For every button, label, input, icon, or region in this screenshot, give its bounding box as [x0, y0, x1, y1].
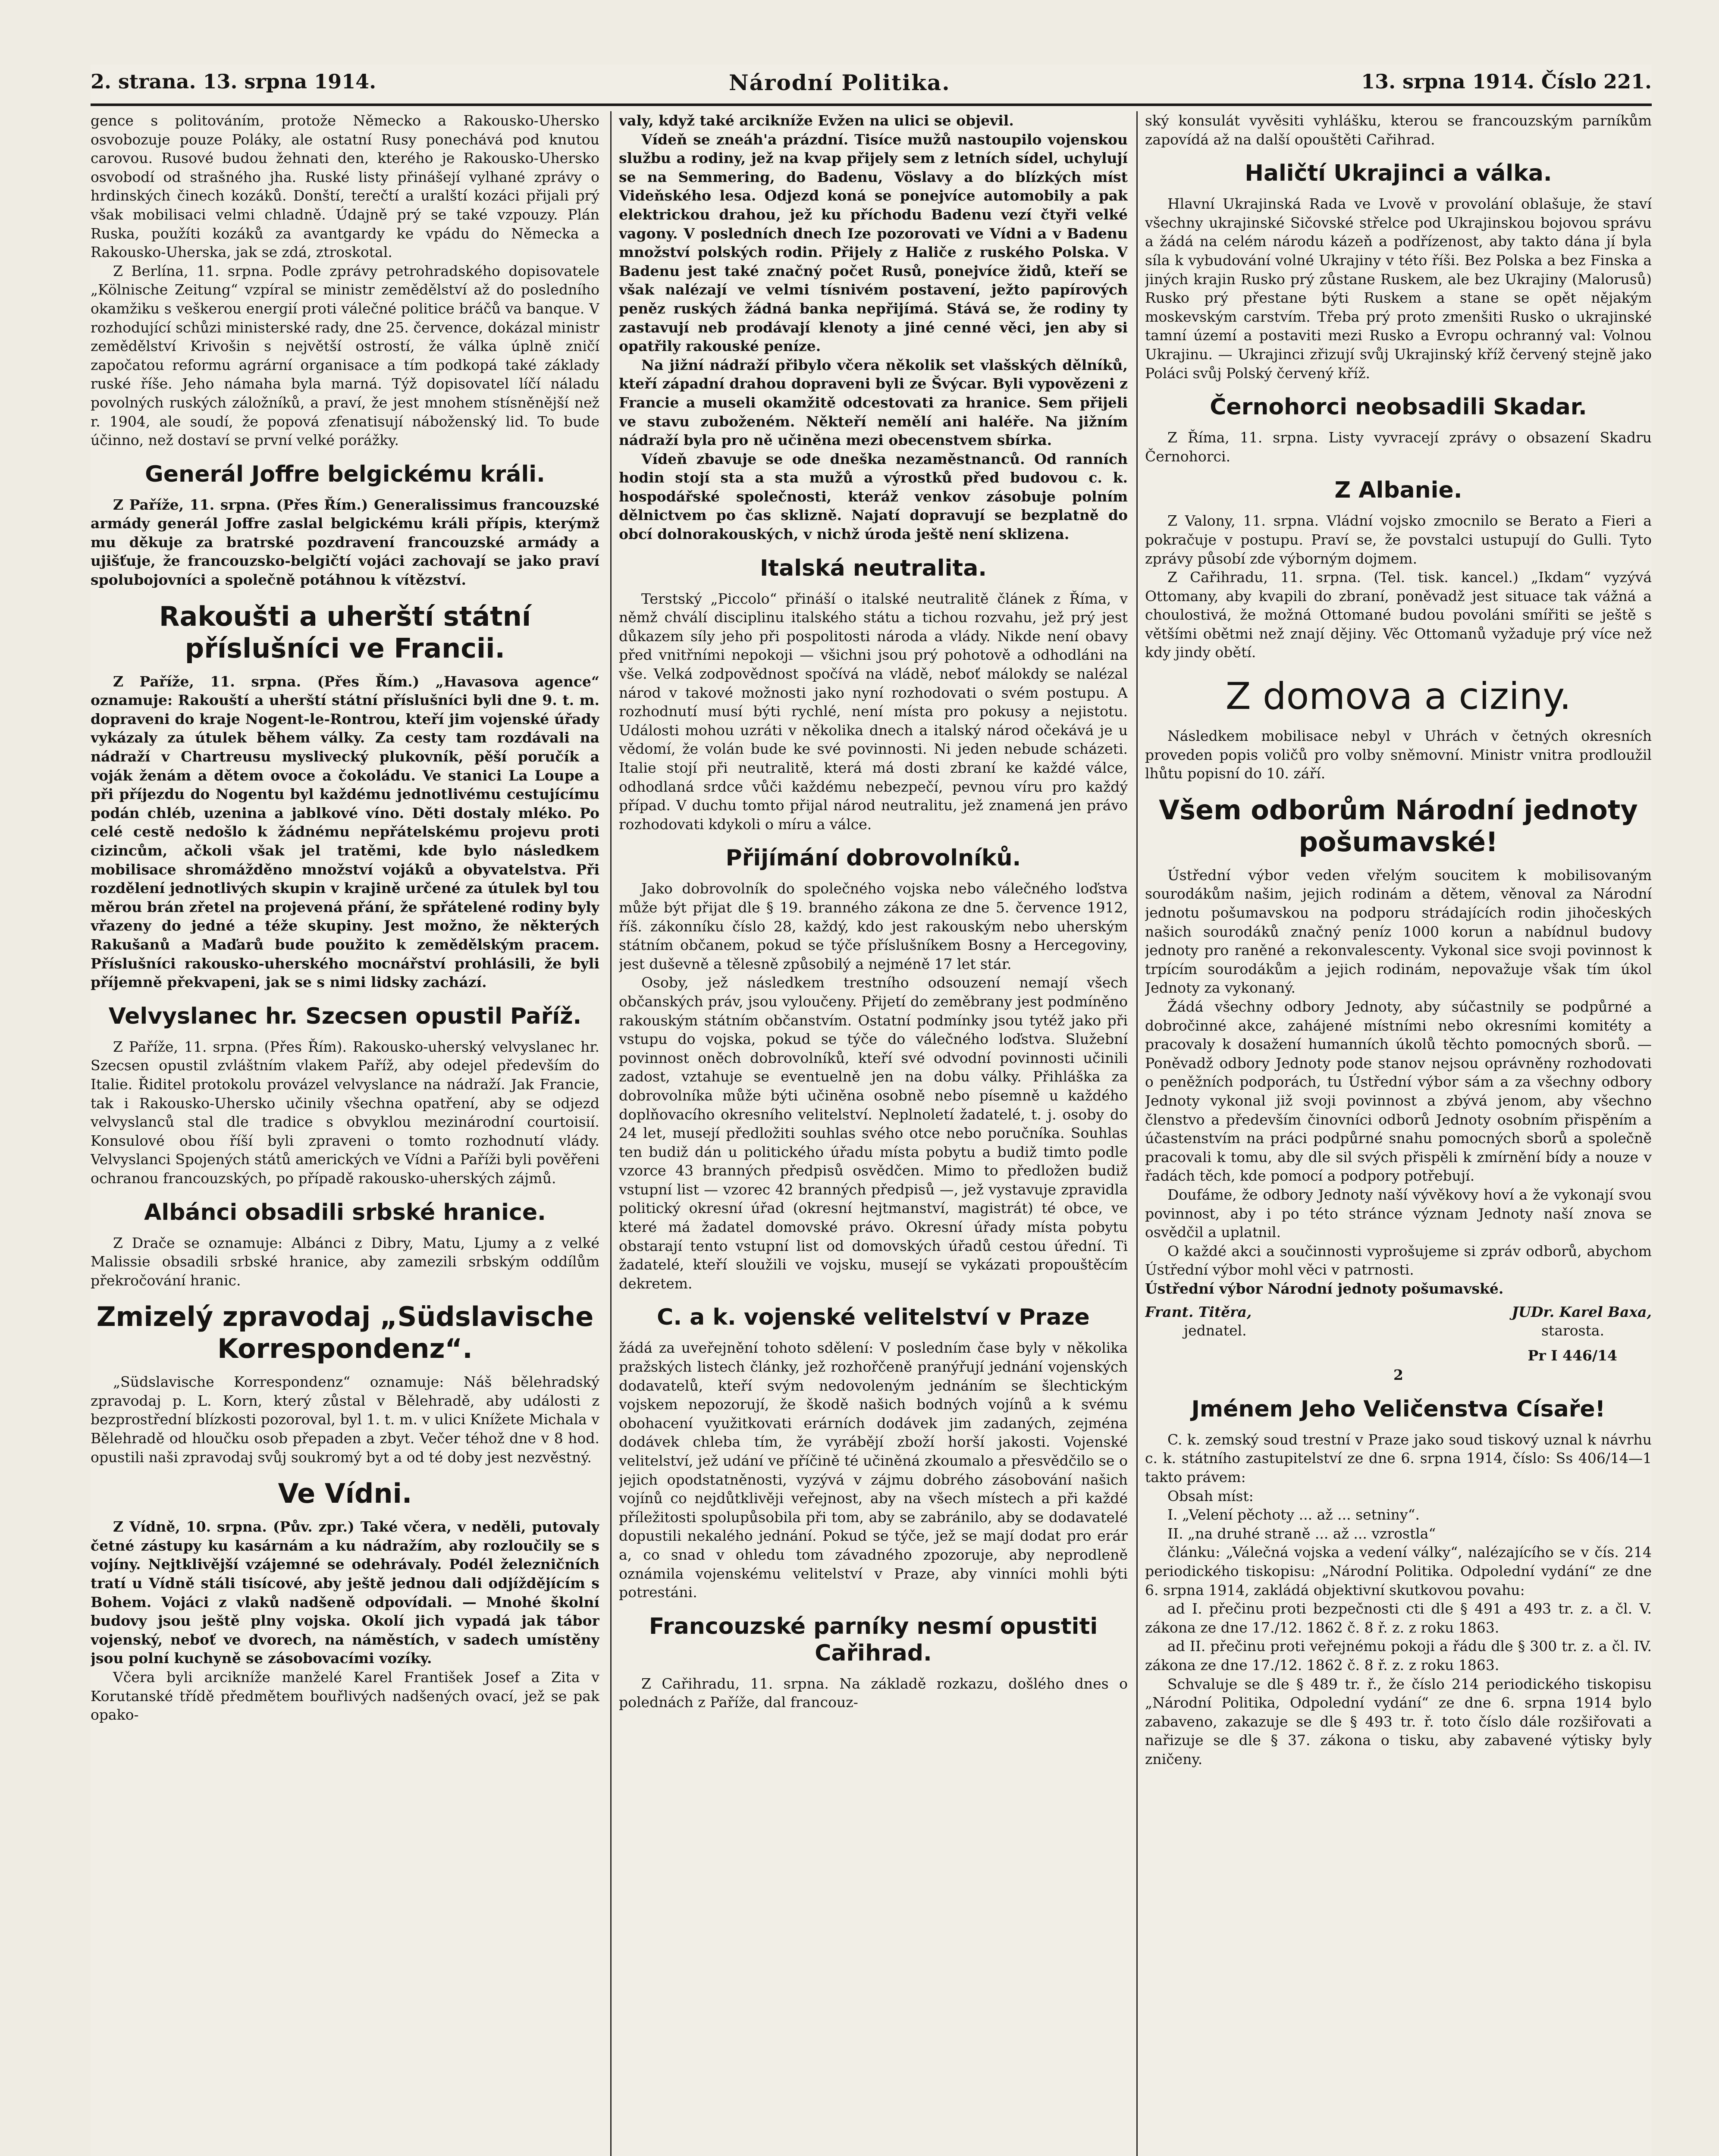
article-paragraph: Z Paříže, 11. srpna. (Přes Řím.) „Havasova agence“ oznamuje: Rakouští a uherští státní příslušníci byli dne 9. t. m. dopraveni do kraje Nogent-le-Rontrou, kteří jim vojenské úřady vykázaly za útulek během války. Za cesty tam rozdávali na nádraží v Chartreusu myslivecký plukovník, pěší poručík a voják ženám a dětem ovoce a čokoládu. Ve stanici La Loupe a při příjezdu do Nogentu byl každému jednotlivému cestujícímu podán chléb, uzenina a jablkové víno. Děti dostaly mléko. Po celé cestě nedošlo k žádnému nepřátelskému projevu proti cizincům, ačkoli však jel tratěmi, kde bylo následkem mobilisace shromážděno množství vojáků a obyvatelstva. Při rozdělení jednotlivých skupin v krajině určené za útulek byl tou měrou brán zřetel na projevená přání, že spřátelené rodiny byly vřazeny do jedné a téže skupiny. Jest možno, že některých Rakušanů a Maďarů bude použito k zemědělským pracem. Příslušníci rakousko-uherského mocnářství prohlásili, že byli příjemně překvapeni, jak se s nimi lidsky zachází. [91, 673, 599, 991]
article-paragraph: Z Valony, 11. srpna. Vládní vojsko zmocnilo se Berato a Fieri a pokračuje v postupu. Praví se, že povstalci ustupují do Gulli. Tyto zprávy působí zde výborným dojmem. [1145, 512, 1652, 567]
page-date-left: 2. strana. 13. srpna 1914. [91, 70, 376, 93]
list-item: II. „na druhé straně ... až ... vzrostla“ [1167, 1525, 1436, 1542]
article-paragraph: Následkem mobilisace nebyl v Uhrách v četných okresních proveden popis voličů pro volby sněmovní. Ministr vnitra prodloužil lhůtu popisní do 10. září. [1145, 727, 1652, 782]
list-item: I. „Velení pěchoty ... až ... setniny“. [1167, 1506, 1420, 1523]
article-paragraph: Z Cařihradu, 11. srpna. (Tel. tisk. kancel.) „Ikdam“ vyzývá Ottomany, aby kvapili do zbraní, poněvadž jest situace tak vážná a choulostivá, že možná Ottomané budou povoláni smířiti se ještě s většími obětmi než znají dějiny. Věc Ottomanů vyžaduje prý více než kdy jindy obětí. [1145, 569, 1652, 661]
signature-roles [1145, 1321, 1652, 1340]
signature-names [1145, 1303, 1652, 1322]
signature-right-name: JUDr. Karel Baxa, [1512, 1303, 1652, 1320]
column-2 [619, 111, 1128, 2156]
column-3 [1145, 111, 1652, 2156]
article-paragraph: O každé akci a součinnosti vyprošujeme si zpráv odborů, abychom Ústřední výbor mohl věci v patrnosti. [1145, 1242, 1652, 1279]
article-paragraph: C. k. zemský soud trestní v Praze jako soud tiskový uznal k návrhu c. k. státního zastupitelství ze dne 6. srpna 1914, číslo: Ss 406/14—1 takto právem: [1145, 1431, 1652, 1486]
headline-cernohorci: Černohorci neobsadili Skadar. [1210, 394, 1587, 420]
article-paragraph: Z Drače se oznamuje: Albánci z Dibry, Matu, Ljumy a z velké Malissie obsadili srbské hranice, aby zamezili srbským oddílům překročování hranic. [91, 1234, 599, 1289]
headline-joffre: Generál Joffre belgickému králi. [145, 461, 545, 487]
article-paragraph: „Südslavische Korrespondenz“ oznamuje: Náš bělehradský zpravodaj p. L. Korn, který zůstal v Bělehradě, aby události z bezprostřední blízkosti pozoroval, byl 1. t. m. v ulici Knížete Michala v Bělehradě od hloučku osob přepaden a zbyt. Večer téhož dne v 8 hod. opustili naši zpravodaj svůj soukromý byt a od té doby jest nezvěstný. [91, 1373, 599, 1466]
headline-narodni-jednota: Všem odborům Národní jednoty pošumavské! [1159, 794, 1638, 858]
article-paragraph: Jako dobrovolník do společného vojska nebo válečného loďstva může být přijat dle § 19. branného zákona ze dne 5. července 1912, říš. zákonníku číslo 28, každý, kdo jest rakouským nebo uherským státním občanem, pokud se týče příslušníkem Bosny a Hercegoviny, jest duševně a tělesně způsobilý a nejméně 17 let stár. [619, 880, 1128, 972]
article-paragraph: Osoby, jež následkem trestního odsouzení nemají všech občanských práv, jsou vyloučeny. Přijetí do zeměbrany jest podmíněno rakouským státním občanstvím. Ostatní podmínky jsou tytéž jako při vstupu do vojska, pokud se týče do válečného loďstva. Služební povinnost oněch dobrovolníků, kteří své odvodní povinnosti učinili zadost, vztahuje se eventuelně jen na dobu války. Přihláška za dobrovolníka může býti učiněna osobně nebo písemně u každého doplňovacího okresního velitelství. Neplnoletí žadatelé, t. j. osoby do 24 let, musejí předložiti souhlas svého otce nebo poručníka. Souhlas ten budiž dán u politického úřadu místa pobytu a budiž timto podle vzorce 43 branných předpisů osvědčen. Mimo to předložen budiž vstupní list — vzorec 42 branných předpisů —, jež vystavuje zpravidla politický okresní úřad (okresní hejtmanství, magistrát) té obce, ve které má žadatel domovské právo. Okresní úřady místa pobytu obstarají tento vstupní list od domovských úřadů cestou úřední. Ti žadatelé, kteří sloužili ve vojsku, musejí se vykázati propouštěcím dekretem. [619, 974, 1128, 1292]
column-1 [91, 111, 599, 2156]
article-paragraph: Ústřední výbor veden vřelým soucitem k mobilisovaným sourodákům našim, jejich rodinám a dětem, věnoval za Národní jednotu pošumavskou na podporu strádajících rodin jihočeských našich sourodáků značný peníz 1000 korun a nabídnul budovy jednoty pro raněné a rekonvalescenty. Vykonal sice svoji povinnost k trpícím sourodákům a jejich rodinám, nepovažuje však tím úkol Jednoty za vykonaný. [1145, 866, 1652, 997]
article-paragraph: ad I. přečinu proti bezpečnosti cti dle § 491 a 493 tr. z. a čl. V. zákona ze dne 17./12. 1862 č. 8 ř. z. z roku 1863. [1145, 1600, 1652, 1636]
masthead [91, 70, 1652, 100]
headline-albanie: Z Albanie. [1334, 477, 1462, 504]
article-paragraph: Obsah míst: [1167, 1487, 1254, 1504]
article-paragraph: Z Vídně, 10. srpna. (Pův. zpr.) Také včera, v neděli, putovaly četné zástupy ku kasárnám a ku nádražím, aby rozloučily se s vojíny. Nejtklivější vzájemné se odehrávaly. Podél železničních tratí u Vídně stáli tisícové, aby ještě jednou dali odjíždějícím s Bohem. Vojáci z vlaků nadšeně odpovídali. — Mnohé školní budovy jsou ještě plny vojska. Okolí jich vypadá jak tábor vojenský, neboť ve dvorech, na náměstích, v sadech umístěny jsou polní kuchyně se zásobovacími vozíky. [91, 1518, 599, 1667]
headline-ukrajinci: Haličtí Ukrajinci a válka. [1245, 160, 1552, 187]
court-reference: Pr I 446/14 [1528, 1347, 1617, 1364]
headline-jmenem: Jménem Jeho Veličenstva Císaře! [1191, 1396, 1606, 1422]
article-paragraph: valy, když také arcikníže Evžen na ulici se objevil. [619, 112, 1014, 129]
article-paragraph: ad II. přečinu proti veřejnému pokoji a řádu dle § 300 tr. z. a čl. IV. zákona ze dne 17./12. 1862 č. 8 ř. z. z roku 1863. [1145, 1638, 1652, 1673]
newspaper-title: Národní Politika. [729, 70, 950, 95]
article-paragraph: Schvaluje se dle § 489 tr. ř., že číslo 214 periodického tiskopisu „Národní Politika, Odpolední vydání“ ze dne 6. srpna 1914 bylo zabaveno, zakazuje se dle § 493 tr. ř. toto číslo dále rozšiřovati a nařizuje se dle § 37. zákona o tisku, aby zabavené výtisky byly zničeny. [1145, 1675, 1652, 1767]
article-paragraph: Hlavní Ukrajinská Rada ve Lvově v provolání oblašuje, že staví všechny ukrajinské Sičovské střelce pod Ukrajinskou bojovou správu a žádá na celém národu kázeň a podřízenost, aby takto dána jí byla síla k vybudování volné Ukrajiny v této říši. Bez Polska a bez Finska a jiných krajin Rusko prý zůstane Ruskem, ale bez Ukrajiny (Malorusů) Rusko prý přestane býti Ruskem a stane se opět nějakým moskevským carstvím. Třeba prý proto zmenšiti Rusko o ukrajinské tamní území a postaviti mezi Rusko a Evropu ochranný val: Volnou Ukrajinu. — Ukrajinci zřizují svůj Ukrajinský kříž červený stejně jako Poláci svůj Polský červený kříž. [1145, 195, 1652, 382]
article-paragraph: Z Říma, 11. srpna. Listy vyvracejí zprávy o obsazení Skadru Černohorci. [1145, 429, 1652, 465]
article-paragraph: gence s politováním, protože Německo a Rakousko-Uhersko osvobozuje pouze Poláky, ale ostatní Rusy ponechává pod knutou carovou. Rusové budou žehnati den, kterého je Rakousko-Uhersko osvobodí od strašného jha. Ruské listy přinášejí vylhané zprávy o hrdinských činech kozáků. Donští, terečtí a uralští kozáci přijali prý však mobilisaci velmi chladně. Údajně prý se také vzpouzy. Plán Ruska, použíti kozáků za avantgardy ke vpádu do Německa a Rakousko-Uherska, jak se zdá, ztroskotal. [91, 112, 599, 261]
court-reference-sub: 2 [1393, 1366, 1403, 1384]
signature-left-role: jednatel. [1184, 1322, 1247, 1339]
article-paragraph: žádá za uveřejnění tohoto sdělení: V posledním čase byly v několika pražských listech články, jež rozhořčeně pranýřují jednání vojenských dodavatelů, kteří svým nedovoleným jednáním se šlechtickým vojskem nepozorují, že škodě našich bodných vojínů a k svému obohacení využitkovati erárních dodávek jim zadaných, zejména dodávek chleba tím, že vyrábějí zboží horší jakosti. Vojenské velitelství, jež udání ve příčině té učiněná zkoumalo a přesvědčilo se o jejich opodstatněnosti, vyzývá v zájmu dobrého zásobování našich vojínů co nejdůtklivěji veřejnost, aby na všech místech a při každé příležitosti spolupůsobila při tom, aby se zabránilo, aby se dodavatelé dopustili nekalého jednání. Pokud se týče, jež se mají dodat pro erár a, co snad v ohledu tom závadného zpozoruje, aby neprodleně oznámila vojenskému velitelství v Praze, aby vinníci mohli býti potrestáni. [619, 1339, 1128, 1601]
headline-velitelstvi: C. a k. vojenské velitelství v Praze [657, 1304, 1090, 1331]
column-divider [610, 111, 612, 2156]
article-paragraph: Na jižní nádraží přibylo včera několik set vlašských dělníků, kteří západní drahou dopraveni byli ze Švýcar. Byli vypovězeni z Francie a museli okamžitě odcestovati za hranice. Sem přijeli ve stavu zuboženém. Někteří nemělí ani haléře. Na jižním nádraží byla pro ně učiněna mezi obecenstvem sbírka. [619, 356, 1128, 449]
article-paragraph: Z Paříže, 11. srpna. (Přes Řím). Rakousko-uherský velvyslanec hr. Szecsen opustil zvláštním vlakem Paříž, aby odejel především do Italie. Řiditel protokolu provázel velvyslance na nádraží. Jak Francie, tak i Rakousko-Uhersko učinily všechna opatření, aby se odjezd velvyslanců stal dle tradice s obvyklou mezinárodní courtoisií. Konsulové obou říší byli zpraveni o tomto rozhodnutí vlády. Velvyslanci Spojených států amerických ve Vídni a Paříži byli pověřeni ochranou francouzských, po případě rakousko-uherských zájmů. [91, 1038, 599, 1187]
article-paragraph: Vídeň se zneáh'a prázdní. Tisíce mužů nastoupilo vojenskou službu a rodiny, jež na kvap přijely sem z letních sídel, uchylují se na Semmering, do Badenu, Vöslavy a do blízkých míst Videňského lesa. Odjezd koná se ponejvíce automobily a pak elektrickou drahou, jež ku příchodu Badenu vezí čtyři velké vagony. V posledních dnech Ize pozorovati ve Vídni a v Badenu množství polských rodin. Přijely z Haliče z ruského Polska. V Badenu jest také značný počet Rusů, ponejvíce židů, kteří se však nalézají ve velmi tísnivém postavení, ježto papírových peněz ruských žádná banka nepřijímá. Stává se, že rodiny ty zastavují neb prodávají klenoty a jiné cenné věci, jen aby si opatřily rakouské peníze. [619, 131, 1128, 355]
column-divider [1136, 111, 1138, 2156]
header-rule [91, 103, 1652, 106]
headline-rakousti: Rakoušti a uherští státní příslušníci ve Francii. [159, 600, 531, 664]
article-paragraph: Terstský „Piccolo“ přináší o italské neutralitě článek z Říma, v němž chválí disciplinu italského státu a tichou rozvahu, jež prý jest důkazem síly jeho při pospolitosti národa a vlády. Nikde není obavy před vnitřními nepokoji — všichni jsou prý pohotově a odhodláni na vše. Velká zodpovědnost spočívá na vládě, neboť málokdy se nalézal národ v takové možnosti jako nyní rozhodovati o svém postupu. A rozhodnutí musí býti rychlé, není místa pro pokusy a nejistotu. Události mohou uzráti v několika dnech a italský národ očekává je u vědomí, že volán bude ke své povinnosti. Ni jeden nebude scházeti. Italie stojí při neutralitě, která má dosti zbraní ke každé válce, odhodlaná srdce vůči každému nebezpečí, pevnou víru pro každý případ. V duchu tomto přijal národ neutralitu, jež znamená jen právo rozhodovati kdykoli o míru a válce. [619, 590, 1128, 833]
article-paragraph: ský konsulát vyvěsiti vyhlášku, kterou se francouzským parníkům zapovídá až na další opouštěti Cařihrad. [1145, 112, 1652, 148]
headline-parniky: Francouzské parníky nesmí opustiti Cařihrad. [649, 1613, 1098, 1666]
signature-right-role: starosta. [1541, 1322, 1604, 1339]
headline-dobrovolnici: Přijímání dobrovolníků. [725, 845, 1021, 871]
signature-left-name: Frant. Titěra, [1145, 1303, 1252, 1320]
headline-zpravodaj: Zmizelý zpravodaj „Südslavische Korrespondenz“. [96, 1301, 594, 1365]
article-paragraph: článku: „Válečná vojska a vedení války“, nalézajícího se v čís. 214 periodického tiskopisu: „Národní Politika. Odpolední vydání“ ze dne 6. srpna 1914, zakládá objektivní skutkovou povahu: [1145, 1544, 1652, 1598]
article-paragraph: Žádá všechny odbory Jednoty, aby súčastnily se podpůrné a dobročinné akce, zahájené místními nebo okresními komitéty a pracovaly k dosažení humanních úkolů těchto pomocných sborů. — Poněvadž odbory Jednoty pode stanov nejsou oprávněny rozhodovati o peněžních podporách, tu Ústřední výbor sám a za všechny odbory Jednoty vykonal již svoji povinnost a zbývá jenom, aby všechno členstvo a především činovníci odborů Jednoty osobním přispěním a účastenstvím na práci podpůrné snahu pomocných sborů a společně pracovali k tomu, aby dle sil svých přispěli k zmírnění bídy a nouze v řadách těch, kde pomocí a podpory potřebují. [1145, 998, 1652, 1185]
issue-number: 13. srpna 1914. Číslo 221. [1361, 70, 1652, 93]
article-paragraph: Vídeň zbavuje se ode dneška nezaměstnanců. Od ranních hodin stojí sta a sta mužů a výrostků před budovou c. k. hospodářské společnosti, kteráž venkov zásobuje polním dělnictvem po čas sklizně. Najatí dopravují se bezplatně do obcí dolnorakouských, v nichž úroda ještě není sklizena. [619, 450, 1128, 543]
signature-title: Ústřední výbor Národní jednoty pošumavské. [1145, 1280, 1504, 1297]
headline-albanci: Albánci obsadili srbské hranice. [144, 1199, 546, 1225]
headline-szecsen: Velvyslanec hr. Szecsen opustil Paříž. [108, 1003, 582, 1029]
article-paragraph: Z Paříže, 11. srpna. (Přes Řím.) Generalissimus francouzské armády generál Joffre zaslal belgickému králi přípis, kterýmž mu děkuje za bratrské pozdravení francouzské armády a ujišťuje, že francouzsko-belgičtí vojáci zachovají se jako praví spolubojovníci a společně potáhnou k vítězství. [91, 496, 599, 589]
headline-italska: Italská neutralita. [759, 555, 987, 581]
headline-vidni: Ve Vídni. [278, 1478, 412, 1510]
article-paragraph: Včera byli arcikníže manželé Karel František Josef a Zita v Korutanské třídě předmětem bouřlivých nadšených ovací, jež se pak opako- [91, 1669, 599, 1724]
headline-domova: Z domova a ciziny. [1225, 675, 1572, 718]
article-paragraph: Doufáme, že odbory Jednoty naší vývěkovy hoví a že vykonají svou povinnost, aby i po této stránce význam Jednoty naší znova se osvědčil a uplatnil. [1145, 1186, 1652, 1241]
newspaper-page [91, 65, 1652, 2156]
article-paragraph: Z Berlína, 11. srpna. Podle zprávy petrohradského dopisovatele „Kölnische Zeitung“ vzpíral se ministr zemědělství až do posledního okamžiku s veškerou energií proti válečné politice bráčů va banque. V rozhodující schůzi ministerské rady, dne 25. července, dokázal ministr zemědělství Krivošin s největší ostrostí, že válka úplně zničí započatou reformu agrární organisace a tím podkopá také základy ruské říše. Jeho námaha byla marná. Týž dopisovatel líčí náladu povolných ruských záložníků, a praví, že jest mnohem stísněnější než r. 1904, ale soudí, že popová zfenatisují náboženský lid. To bude účinno, než dostaví se první velké porážky. [91, 262, 599, 449]
article-paragraph: Z Cařihradu, 11. srpna. Na základě rozkazu, došlého dnes o polednách z Paříže, dal francouz- [619, 1675, 1128, 1711]
